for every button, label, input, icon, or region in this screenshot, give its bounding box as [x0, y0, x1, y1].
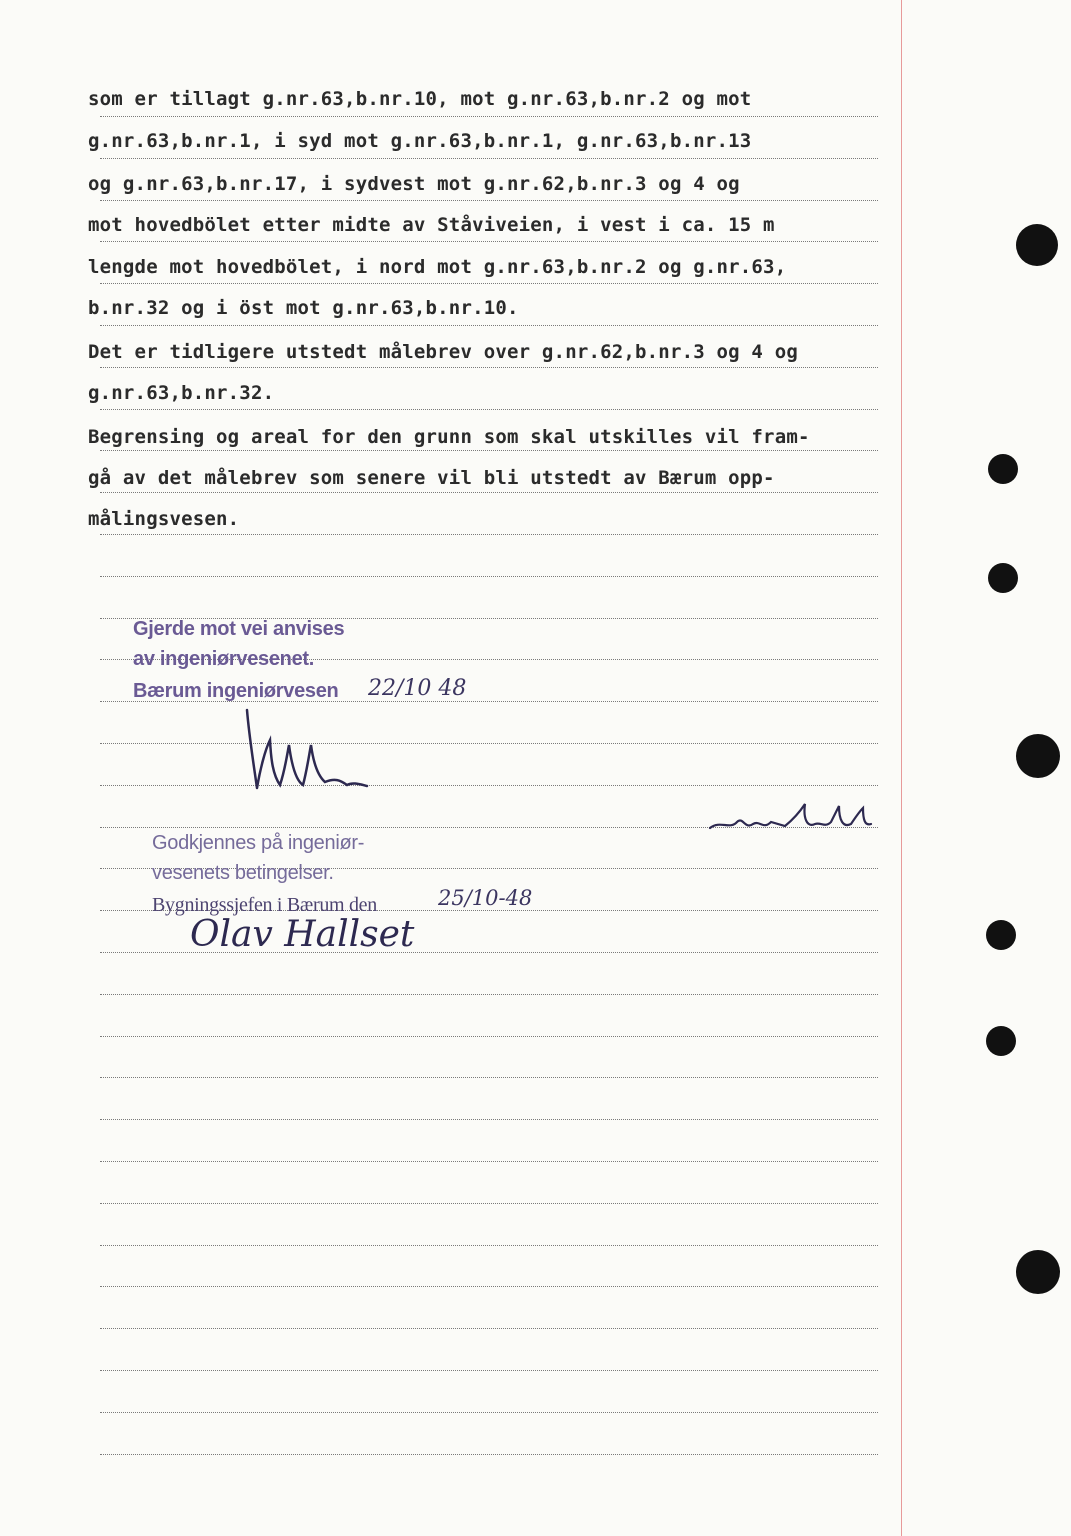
ruled-line	[100, 200, 878, 201]
ruled-line	[100, 116, 878, 117]
binder-hole	[1016, 1250, 1060, 1294]
margin-line	[901, 0, 902, 1536]
typed-line: g.nr.63,b.nr.32.	[88, 382, 275, 404]
ruled-line	[100, 1454, 878, 1455]
typed-line: b.nr.32 og i öst mot g.nr.63,b.nr.10.	[88, 297, 519, 319]
ruled-line	[100, 158, 878, 159]
typed-line: Det er tidligere utstedt målebrev over g.nr.62,b.nr.3 og 4 og	[88, 341, 798, 363]
ruled-line	[100, 534, 878, 535]
binder-hole	[988, 454, 1018, 484]
ruled-line	[100, 1203, 878, 1204]
ruled-line	[100, 1119, 878, 1120]
typed-line: g.nr.63,b.nr.1, i syd mot g.nr.63,b.nr.1, g.nr.63,b.nr.13	[88, 130, 752, 152]
signature-initials	[705, 800, 875, 840]
stamp-line: Bærum ingeniørvesen	[133, 680, 339, 702]
ruled-line	[100, 743, 878, 744]
ruled-line	[100, 409, 878, 410]
ruled-line	[100, 1077, 878, 1078]
stamp-line: av ingeniørvesenet.	[133, 648, 315, 670]
typed-line: gå av det målebrev som senere vil bli utstedt av Bærum opp-	[88, 467, 775, 489]
ruled-line	[100, 785, 878, 786]
ruled-line	[100, 450, 878, 451]
ruled-line	[100, 1370, 878, 1371]
stamp-date: 22/10 48	[368, 676, 467, 701]
ruled-line	[100, 1245, 878, 1246]
typed-line: Begrensing og areal for den grunn som skal utskilles vil fram-	[88, 426, 810, 448]
typed-line: lengde mot hovedbölet, i nord mot g.nr.63,b.nr.2 og g.nr.63,	[88, 256, 787, 278]
stamp-line: Gjerde mot vei anvises	[133, 618, 345, 640]
stamp-line: vesenets betingelser.	[152, 862, 334, 884]
typed-line: som er tillagt g.nr.63,b.nr.10, mot g.nr.63,b.nr.2 og mot	[88, 88, 752, 110]
ruled-line	[100, 283, 878, 284]
signature-ingeniorvesen	[225, 700, 385, 800]
binder-hole	[1016, 734, 1060, 778]
binder-hole	[986, 1026, 1016, 1056]
ruled-line	[100, 241, 878, 242]
ruled-line	[100, 367, 878, 368]
stamp-line: Godkjennes på ingeniør-	[152, 832, 365, 854]
binder-hole	[1016, 224, 1058, 266]
typed-line: mot hovedbölet etter midte av Ståviveien, i vest i ca. 15 m	[88, 214, 775, 236]
binder-hole	[988, 563, 1018, 593]
ruled-line	[100, 325, 878, 326]
signature-bygningssjef: Olav Hallset	[190, 914, 415, 955]
ruled-line	[100, 1161, 878, 1162]
ruled-line	[100, 994, 878, 995]
ruled-line	[100, 492, 878, 493]
ruled-line	[100, 1412, 878, 1413]
stamp-line: Bygningssjefen i Bærum den	[152, 894, 377, 916]
typed-line: og g.nr.63,b.nr.17, i sydvest mot g.nr.62,b.nr.3 og 4 og	[88, 173, 740, 195]
ruled-line	[100, 1286, 878, 1287]
ruled-line	[100, 1328, 878, 1329]
stamp-date: 25/10-48	[438, 886, 533, 910]
ruled-line	[100, 1036, 878, 1037]
typed-line: målingsvesen.	[88, 508, 240, 530]
ruled-line	[100, 576, 878, 577]
binder-hole	[986, 920, 1016, 950]
